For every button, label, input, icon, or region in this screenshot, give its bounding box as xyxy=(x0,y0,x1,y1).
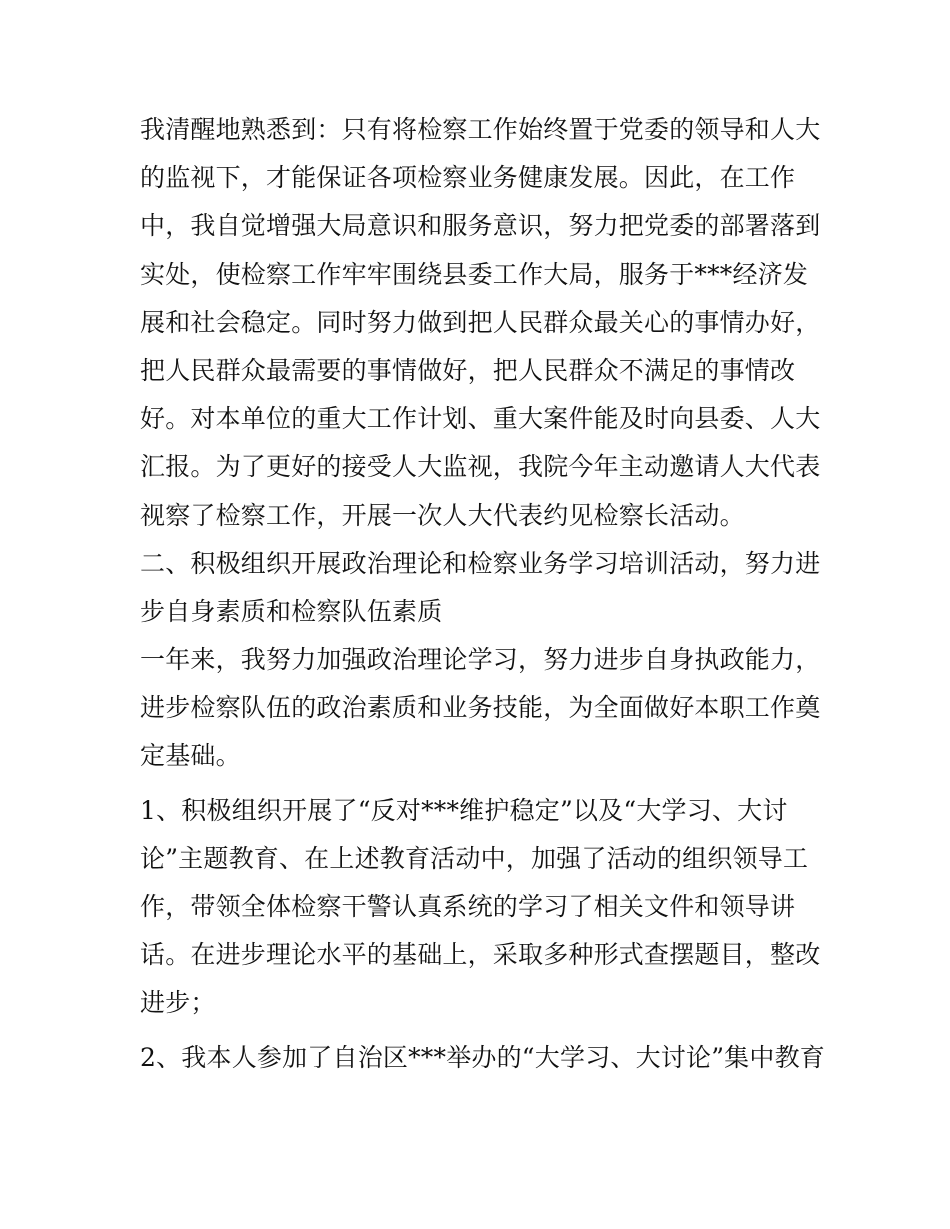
text-line-3: 中，我自觉增强大局意识和服务意识，努力把党委的部署落到 xyxy=(140,211,821,241)
list-item-2-line-1: 2、我本人参加了自治区***举办的“大学习、大讨论”集中教育 xyxy=(140,1042,825,1072)
text-line-8: 汇报。为了更好的接受人大监视，我院今年主动邀请人大代表 xyxy=(140,452,821,482)
list-item-1-line-1: 1、积极组织开展了“反对***维护稳定”以及“大学习、大讨 xyxy=(140,795,788,825)
text-line-5: 展和社会稳定。同时努力做到把人民群众最关心的事情办好， xyxy=(140,307,821,337)
text-line-13: 进步检察队伍的政治素质和业务技能，为全面做好本职工作奠 xyxy=(140,693,821,723)
text-line-9: 视察了检察工作，开展一次人大代表约见检察长活动。 xyxy=(140,500,745,530)
text-line-14: 定基础。 xyxy=(140,741,241,771)
text-line-1: 我清醒地熟悉到：只有将检察工作始终置于党委的领导和人大 xyxy=(140,115,821,144)
list-item-1-line-3: 作，带领全体检察干警认真系统的学习了相关文件和领导讲 xyxy=(140,892,796,921)
section-heading-line-2: 步自身素质和检察队伍素质 xyxy=(140,596,443,626)
text-line-7: 好。对本单位的重大工作计划、重大案件能及时向县委、人大 xyxy=(140,404,821,434)
text-line-4: 实处，使检察工作牢牢围绕县委工作大局，服务于***经济发 xyxy=(140,259,809,289)
text-line-6: 把人民群众最需要的事情做好，把人民群众不满足的事情改 xyxy=(140,355,796,385)
text-line-2: 的监视下，才能保证各项检察业务健康发展。因此，在工作 xyxy=(140,163,796,193)
list-item-1-line-5: 进步； xyxy=(140,988,216,1018)
list-item-1-line-2: 论”主题教育、在上述教育活动中，加强了活动的组织领导工 xyxy=(140,843,809,873)
list-item-1-line-4: 话。在进步理论水平的基础上，采取多种形式查摆题目，整改 xyxy=(140,940,821,970)
text-line-12: 一年来，我努力加强政治理论学习，努力进步自身执政能力， xyxy=(140,645,821,675)
section-heading-line-1: 二、积极组织开展政治理论和检察业务学习培训活动，努力进 xyxy=(140,548,821,578)
document-body xyxy=(140,106,825,1082)
